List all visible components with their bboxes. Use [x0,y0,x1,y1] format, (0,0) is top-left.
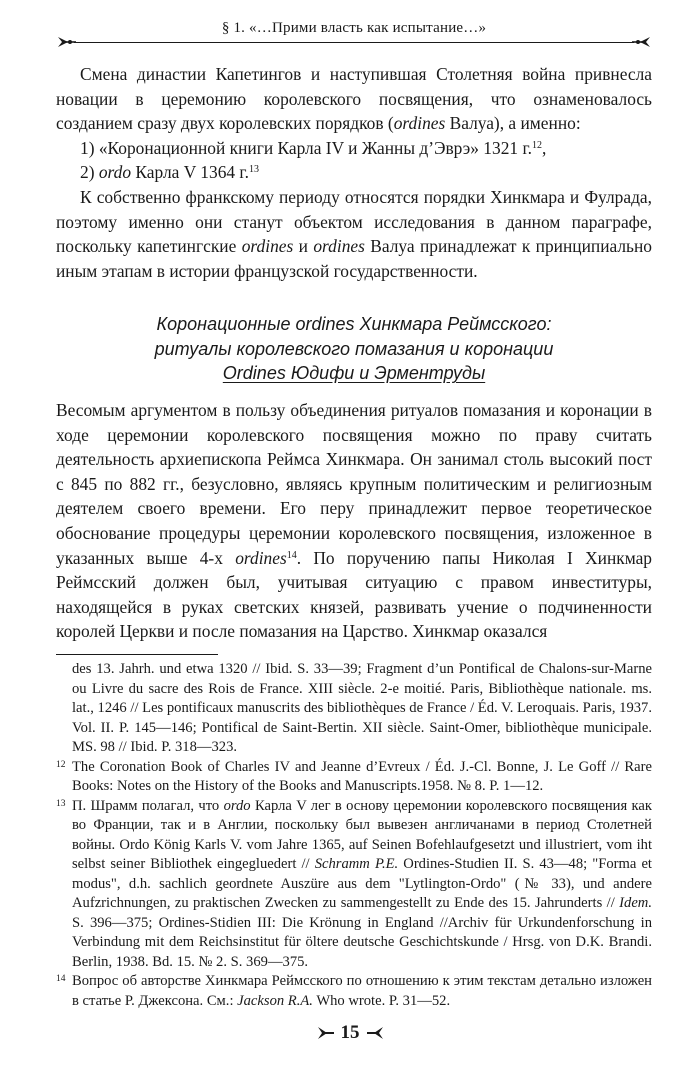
intro-paragraph-2: К собственно франкскому периоду относятся порядки Хинкмара и Фулрада, поэтому именно они станут объектом исследования в данном параграфе, поскольку капетингские ordines и ordines Валуа принадлежат к принципиально иным этапам в истории французской государственности. [56,186,652,281]
footnote-12: 12 The Coronation Book of Charles IV and Jeanne d’Evreux / Éd. J.-Cl. Bonne, J. Le Goff // Rare Books: Notes on the History of the Books and Manuscripts.1958. № 8. P. 1—12. [56,758,652,794]
page-number-value: 15 [340,1022,360,1043]
footnote-rule [56,654,218,655]
footnote-13: 13 П. Шрамм полагал, что ordo Карла V лег в основу церемонии королевского посвящения как во Франции, так и в Англии, поскольку был вывезен англичанами в период Столетней войны. Ordo König Karls V. vom Jahre 1365, auf Seinen Bofehlaufgesetzt und illustriert, vom iht selbst seiner Bibliothek eingegluedert // Schramm P.E. Ordines-Studien II. S. 43—48; "Forma et modus", d.h. sachlich geordnete Auszüre aus dem "Lytlington-Ordo" (№ 33), und andere Aufzrichnungen, zu praktischen Zwecken zu sammengestellt zu Ende des 15. Jahrunderts // Idem. S. 396—375; Ordines-Stidien III: Die Krönung in England //Archiv für Urkundenforschung in Verbindung mit dem Reichsinstitut für öltere deutsche Geschichtskunde / Hrsg. von D.K. Brandi. Berlin, 1938. Bd. 15. № 2. S. 369—375. [56,797,652,970]
footnote-ref-12[interactable]: 12 [531,139,542,151]
intro-text [56,62,652,283]
footnote-ref-13[interactable]: 13 [248,164,259,176]
section-heading [56,312,652,386]
main-paragraph: Весомым аргументом в пользу объединения ритуалов помазания и коронации в ходе церемонии королевского посвящения можно по праву считать деятельность архиепископа Реймса Хинкмара. Он занимал столь высокий пост с 845 по 882 гг., безусловно, являясь крупным политическим и религиозным деятелем своего времени. Его перу принадлежит первое теоретическое обоснование процедуры церемонии королевского посвящения, изложенное в указанных выше 4-х ordines$^{14}$. По поручению папы Николая I Хинкмар Реймсский должен был, учитывая ситуацию с правом инвеституры, находящейся в руках светских князей, развивать учение о подчиненности королей Церкви и после помазания на Царство. Хинкмар оказался [56,400,653,642]
arrow-ornament-icon [317,1025,335,1041]
footnote-continuation: des 13. Jahrh. und etwa 1320 // Ibid. S. 33—39; Fragment d’un Pontifical de Chalons-sur-Marne ou Livre du sacre des Rois de France. XIII siècle. 2-e moitié. Paris, Bibliothèque nationale. ms. lat., 1246 // Les pontificaux manuscrits des bibliothèques de France / Éd. V. Leroquais. Paris, 1937. Vol. II. P. 145—146; Pontifical de Saint-Bertin. XII siècle. Saint-Omer, bibliothèque municipale. MS. 98 // Ibid. P. 318—323. [72,661,652,755]
list-item-2: 2) ordo Карла V 1364 г.$^{13}$ [80,162,259,183]
running-header-title: § 1. «…Прими власть как испытание…» [221,20,487,36]
arrow-ornament-icon [366,1025,384,1041]
footnote-14: 14 Вопрос об авторстве Хинкмара Реймсского по отношению к этим текстам детально изложен в статье Р. Джексона. См.: Jackson R.A. Who wrote. P. 31—52. [56,973,652,1009]
footnotes [56,660,652,1011]
intro-paragraph-1: Смена династии Капетингов и наступившая Столетняя война привнесла новации в церемонию королевского посвящения, что ознаменовалось созданием сразу двух королевских порядков (ordines Валуа), а именно: [56,64,652,134]
footnote-ref-14[interactable]: 14 [286,549,297,561]
main-text [56,398,652,644]
section-heading-line-1: Коронационные ordines Хинкмара Реймсского: [156,314,552,334]
page-number [0,1022,700,1050]
section-subheading: Ordines Юдифи и Эрментруды [222,363,486,383]
section-heading-line-2: ритуалы королевского помазания и коронации [154,338,554,359]
list-item-1: 1) «Коронационной книги Карла IV и Жанны д’Эврэ» 1321 г.$^{12}$, [80,137,547,158]
fleuron-icon [632,34,652,50]
running-header [56,20,652,48]
header-rule [74,42,634,43]
